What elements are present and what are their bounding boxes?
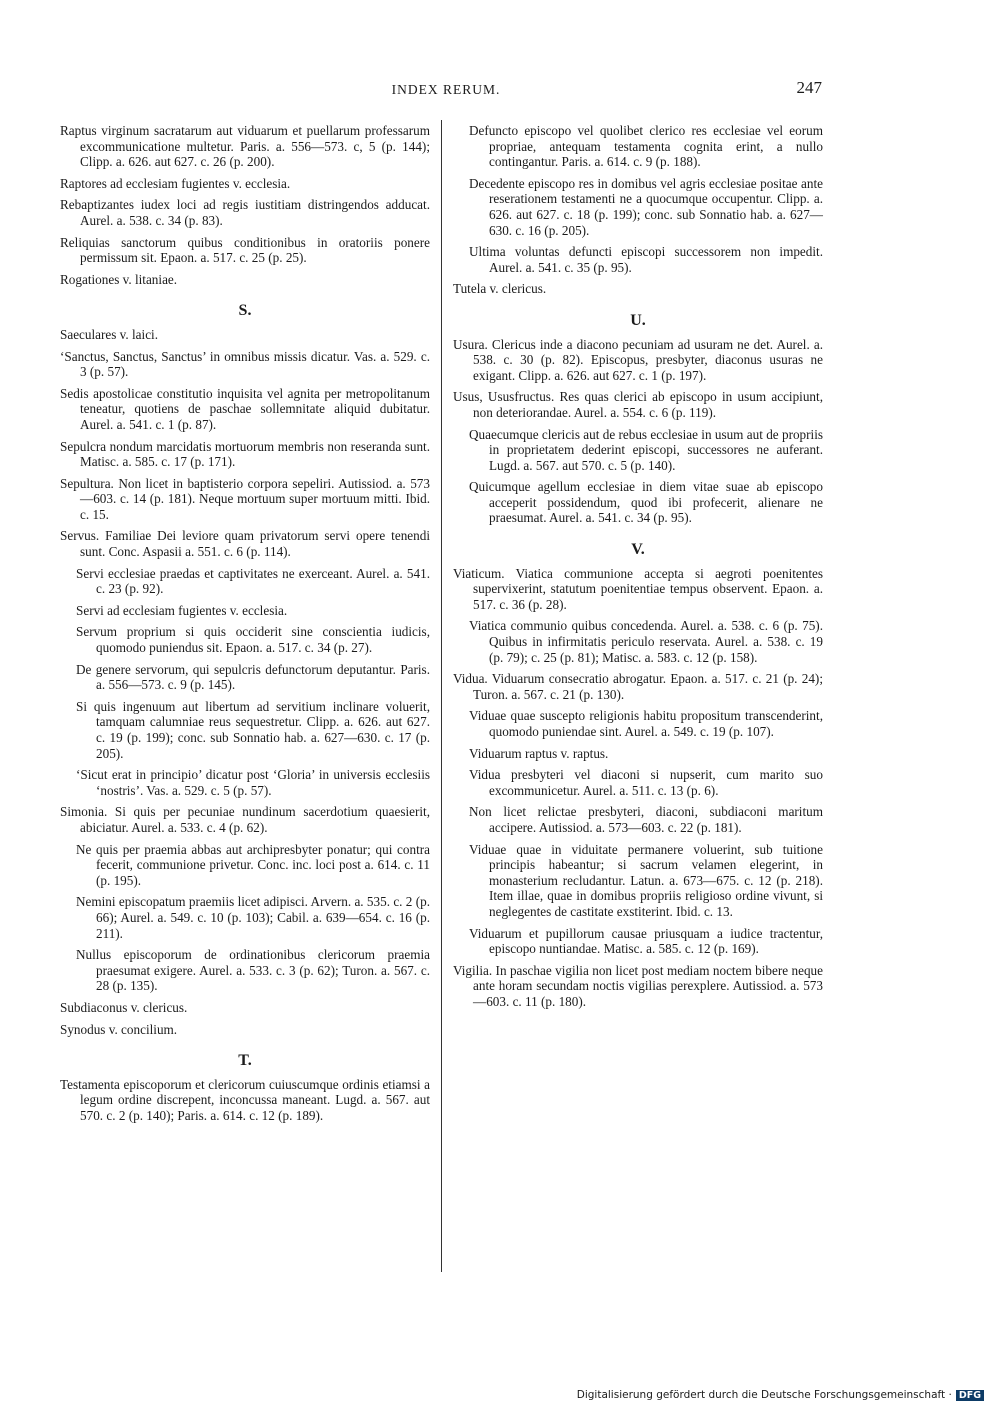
- index-subentry: Quicumque agellum ecclesiae in diem vitae suae ab episcopo acceperit possidendum, quod ibi profecerit, alienare ne praesumat. Aurel. a. 541. c. 34 (p. 95).: [469, 479, 823, 526]
- index-subentry: Si quis ingenuum aut libertum ad servitium inclinare voluerit, tamquam calumniae reus sequestretur. Clipp. a. 626. aut 627. c. 19 (p. 199); conc. sub Sonnatio hab. a. 627—630. c. 17 (p. 205).: [76, 698, 430, 761]
- index-subentry: Ultima voluntas defuncti episcopi successorem non impedit. Aurel. a. 541. c. 35 (p. 95).: [469, 244, 823, 275]
- index-subentry: Servum proprium si quis occiderit sine conscientia iudicis, quomodo puniendus sit. Epaon. a. 517. c. 34 (p. 27).: [76, 624, 430, 656]
- index-entry: Testamenta episcoporum et clericorum cuiuscumque ordinis etiamsi a legum ordine discrepent, inconcussa maneant. Lugd. a. 567. aut 570. c. 2 (p. 140); Paris. a. 614. c. 12 (p. 189).: [60, 1076, 430, 1123]
- index-subentry: Defuncto episcopo vel quolibet clerico res ecclesiae vel eorum propriae, antequam testamenta cognita erint, a nullo contingantur. Paris. a. 614. c. 9 (p. 188).: [469, 123, 823, 170]
- index-subentry: Viduae quae suscepto religionis habitu propositum transcenderint, quomodo puniendae sint. Aurel. a. 549. c. 19 (p. 107).: [469, 708, 823, 739]
- page-header: [70, 78, 822, 100]
- index-entry: ‘Sanctus, Sanctus, Sanctus’ in omnibus missis dicatur. Vas. a. 529. c. 3 (p. 57).: [60, 348, 430, 380]
- index-entry: Tutela v. clericus.: [453, 281, 547, 297]
- index-entry: Servus. Familiae Dei leviore quam privatorum servi opere tenendi sunt. Conc. Aspasii a. 551. c. 6 (p. 114).: [60, 528, 430, 560]
- index-entry: Usura. Clericus inde a diacono pecuniam ad usuram ne det. Aurel. a. 538. c. 30 (p. 82). Episcopus, presbyter, diaconus usuras ne exigant. Clipp. a. 626. aut 627. c. 1 (p. 197).: [453, 336, 823, 383]
- index-subentry: Viduarum raptus v. raptus.: [469, 745, 609, 761]
- index-entry: Synodus v. concilium.: [60, 1021, 178, 1037]
- footer: [577, 1389, 984, 1401]
- index-entry: Rebaptizantes iudex loci ad regis iustitiam distringendos adducat. Aurel. a. 538. c. 34 (p. 83).: [60, 197, 430, 228]
- index-subentry: Nemini episcopatum praemiis licet adipisci. Arvern. a. 535. c. 2 (p. 66); Aurel. a. 549. c. 10 (p. 103); Cabil. a. 639—654. c. 16 (p. 211).: [76, 894, 430, 941]
- index-subentry: Viatica communio quibus concedenda. Aurel. a. 538. c. 6 (p. 75). Quibus in infirmitatis periculo reservata. Aurel. a. 538. c. 19 (p. 79); c. 25 (p. 81); Matisc. a. 583. c. 12 (p. 158).: [469, 618, 823, 665]
- index-entry: Vigilia. In paschae vigilia non licet post mediam noctem bibere neque ante horam secundam noctis vigilias perexplere. Autissiod. a. 573—603. c. 11 (p. 180).: [453, 962, 823, 1009]
- index-entry: Sepultura. Non licet in baptisterio corpora sepeliri. Autissiod. a. 573—603. c. 14 (p. 181). Neque mortuum super mortuum mitti. Ibid. c. 15.: [60, 475, 430, 522]
- section-letter: V.: [631, 541, 645, 559]
- index-entry: Subdiaconus v. clericus.: [60, 999, 188, 1015]
- index-subentry: Ne quis per praemia abbas aut archipresbyter ponatur; qui contra fecerit, communione privetur. Conc. inc. loci post a. 614. c. 11 (p. 195).: [76, 841, 430, 888]
- index-entry: Sepulcra nondum marcidatis mortuorum membris non reseranda sunt. Matisc. a. 585. c. 17 (p. 171).: [60, 438, 430, 470]
- index-subentry: ‘Sicut erat in principio’ dicatur post ‘Gloria’ in universis ecclesiis ‘nostris’. Vas. a. 529. c. 5 (p. 57).: [76, 767, 430, 798]
- index-entry: Viaticum. Viatica communione accepta si aegroti poenitentes supervixerint, statutum poenitentiae tempus observent. Epaon. a. 517. c. 36 (p. 28).: [453, 565, 823, 612]
- section-letter: S.: [238, 302, 252, 320]
- section-letter: U.: [630, 311, 646, 329]
- index-entry: Sedis apostolicae constitutio inquisita vel agnita per metropolitanum teneatur, quotiens de paschae sollemnitate aliquid dubitatur. Aurel. a. 541. c. 1 (p. 87).: [60, 385, 430, 432]
- section-letter: T.: [238, 1052, 252, 1070]
- index-subentry: Viduarum et pupillorum causae priusquam a iudice tractentur, episcopo nuntiandae. Matisc. a. 585. c. 12 (p. 169).: [469, 925, 823, 957]
- index-entry: Simonia. Si quis per pecuniae nundinum sacerdotium quaesierit, abiciatur. Aurel. a. 533. c. 4 (p. 62).: [60, 804, 430, 835]
- index-entry: Usus, Ususfructus. Res quas clerici ab episcopo in usum accipiunt, non deteriorandae. Aurel. a. 554. c. 6 (p. 119).: [453, 389, 823, 420]
- index-subentry: Quaecumque clericis aut de rebus ecclesiae in usum aut de propriis in proprietatem dederint episcopi, successores ne auferant. Lugd. a. 567. aut 570. c. 5 (p. 140).: [469, 426, 823, 473]
- index-entry: Vidua. Viduarum consecratio abrogatur. Epaon. a. 517. c. 21 (p. 24); Turon. a. 567. c. 21 (p. 130).: [453, 671, 823, 702]
- index-subentry: Decedente episcopo res in domibus vel agris ecclesiae positae ante reserationem testamenti ne a quocumque occupentur. Clipp. a. 626. aut 627. c. 18 (p. 199); conc. sub Sonnatio hab. a. 627—630. c. 16 (p. 205).: [469, 175, 823, 238]
- index-subentry: Vidua presbyteri vel diaconi si nupserit, cum marito suo excommunicetur. Aurel. a. 511. c. 13 (p. 6).: [469, 767, 823, 798]
- running-title: INDEX RERUM.: [391, 82, 501, 97]
- index-entry: Reliquias sanctorum quibus conditionibus in oratoriis ponere permissum sit. Epaon. a. 517. c. 25 (p. 25).: [60, 234, 430, 266]
- left-column: [60, 123, 430, 1129]
- index-subentry: Servi ecclesiae praedas et captivitates ne exerceant. Aurel. a. 541. c. 23 (p. 92).: [76, 565, 430, 597]
- right-column: [453, 123, 823, 1016]
- index-subentry: Servi ad ecclesiam fugientes v. ecclesia.: [76, 602, 288, 618]
- column-divider: [441, 120, 442, 1272]
- index-entry: Raptus virginum sacratarum aut viduarum et puellarum professarum excommunicatione multetur. Paris. a. 556—573. c, 5 (p. 144); Clipp. a. 626. aut 627. c. 26 (p. 200).: [60, 123, 430, 170]
- index-entry: Saeculares v. laici.: [60, 326, 159, 342]
- index-subentry: Non licet relictae presbyteri, diaconi, subdiaconi maritum accipere. Autissiod. a. 573—603. c. 22 (p. 181).: [469, 804, 823, 835]
- index-subentry: Nullus episcoporum de ordinationibus clericorum praemia praesumat exigere. Aurel. a. 533. c. 3 (p. 62); Turon. a. 567. c. 28 (p. 135).: [76, 947, 430, 994]
- index-subentry: De genere servorum, qui sepulcris defunctorum deputantur. Paris. a. 556—573. c. 9 (p. 145).: [76, 661, 430, 693]
- footer-text: Digitalisierung gefördert durch die Deutsche Forschungsgemeinschaft ·: [576, 1389, 952, 1401]
- index-entry: Rogationes v. litaniae.: [60, 271, 178, 287]
- page-number: 247: [796, 78, 822, 97]
- index-subentry: Viduae quae in viduitate permanere voluerint, sub tuitione principis habeantur; si sacrum velamen elegerint, in monasterium recludantur. Latun. a. 673—675. c. 12 (p. 218). Item illae, quae in domibus propriis religioso ordine vivunt, si neglegentes de castitate exstiterint. Ibid. c. 13.: [469, 841, 823, 919]
- index-entry: Raptores ad ecclesiam fugientes v. ecclesia.: [60, 175, 291, 191]
- dfg-logo: DFG: [956, 1390, 984, 1401]
